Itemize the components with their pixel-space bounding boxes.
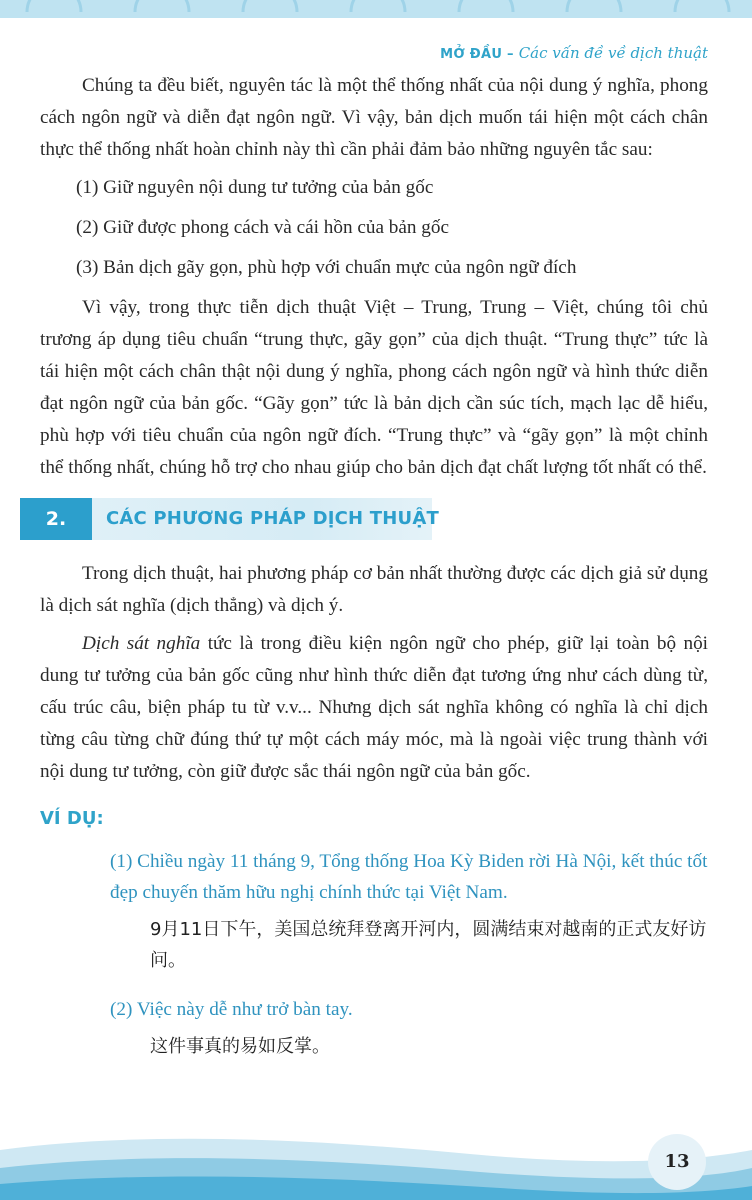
bottom-wave-decoration: [0, 1110, 752, 1200]
intro-paragraph: Chúng ta đều biết, nguyên tác là một thể thống nhất của nội dung ý nghĩa, phong cách ngôn ngữ và diễn đạt ngôn ngữ. Vì vậy, bản dịch muốn tái hiện một cách chân thực thể thống nhất hoàn chỉnh này thì cần phải đảm bảo những nguyên tắc sau:: [40, 75, 708, 160]
page-content: [40, 70, 708, 1080]
running-header: [440, 44, 708, 62]
example-1: [110, 846, 708, 976]
example-1-chinese: 9月11日下午，美国总统拜登离开河内，圆满结束对越南的正式友好访问。: [150, 919, 707, 971]
literal-translation-text: tức là trong điều kiện ngôn ngữ cho phép, giữ lại toàn bộ nội dung tư tưởng của bản gốc cũng như hình thức diễn đạt tương ứng như cách dùng từ, cấu trúc câu, biện pháp tu từ v.v... Nhưng dịch sát nghĩa không có nghĩa là chỉ dịch từng câu từng chữ đúng thứ tự một cách máy móc, mà là ngoài việc trung thành với nội dung tư tưởng, còn giữ được sắc thái ngôn ngữ của bản gốc.: [40, 633, 708, 782]
term-literal-translation: Dịch sát nghĩa: [82, 633, 201, 654]
principle-3: (3) Bản dịch gãy gọn, phù hợp với chuẩn mực của ngôn ngữ đích: [76, 257, 577, 278]
page-number: 13: [648, 1134, 706, 1190]
principle-1: (1) Giữ nguyên nội dung tư tưởng của bản gốc: [76, 177, 434, 198]
example-1-vietnamese: (1) Chiều ngày 11 tháng 9, Tổng thống Hoa Kỳ Biden rời Hà Nội, kết thúc tốt đẹp chuyến thăm hữu nghị chính thức tại Việt Nam.: [110, 851, 708, 903]
top-wave-decoration: [0, 0, 752, 48]
example-2-chinese: 这件事真的易如反掌。: [150, 1036, 330, 1057]
standard-paragraph: Vì vậy, trong thực tiễn dịch thuật Việt – Trung, Trung – Việt, chúng tôi chủ trương áp dụng tiêu chuẩn “trung thực, gãy gọn” của dịch thuật. “Trung thực” tức là tái hiện một cách chân thật nội dung ý nghĩa, phong cách ngôn ngữ và hình thức diễn đạt ngôn ngữ của bản gốc. “Gãy gọn” tức là bản dịch cần súc tích, mạch lạc dễ hiểu, phù hợp với tiêu chuẩn của ngôn ngữ đích. “Trung thực” và “gãy gọn” là một chỉnh thể thống nhất, chúng hỗ trợ cho nhau giúp cho bản dịch đạt chất lượng tốt nhất có thể.: [40, 297, 708, 478]
section-heading: [20, 498, 708, 540]
section-number: 2.: [20, 498, 92, 540]
methods-paragraph: Trong dịch thuật, hai phương pháp cơ bản nhất thường được các dịch giả sử dụng là dịch sát nghĩa (dịch thẳng) và dịch ý.: [40, 563, 708, 616]
principle-2: (2) Giữ được phong cách và cái hồn của bản gốc: [76, 217, 449, 238]
example-2: [110, 994, 708, 1062]
chapter-title: Các vấn đề về dịch thuật: [518, 44, 708, 62]
literal-translation-paragraph: [40, 628, 708, 788]
section-title: CÁC PHƯƠNG PHÁP DỊCH THUẬT: [106, 508, 439, 529]
examples-label: VÍ DỤ:: [40, 808, 104, 829]
example-2-vietnamese: (2) Việc này dễ như trở bàn tay.: [110, 999, 353, 1020]
chapter-label: MỞ ĐẦU –: [440, 47, 514, 62]
